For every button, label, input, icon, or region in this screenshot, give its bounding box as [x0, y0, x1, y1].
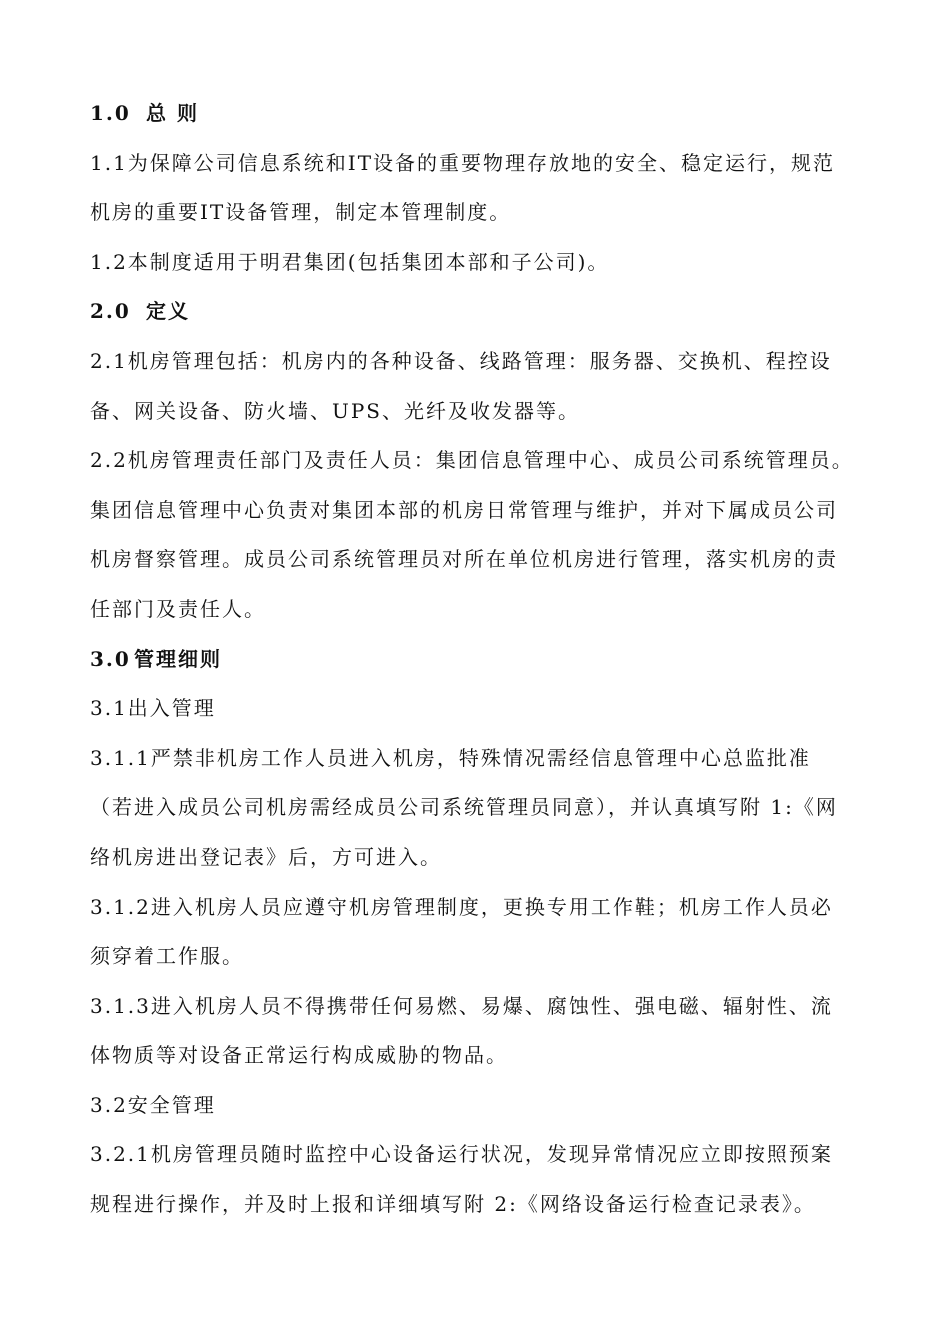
paragraph-line: 3.1.3进入机房人员不得携带任何易燃、易爆、腐蚀性、强电磁、辐射性、流 [90, 993, 833, 1018]
paragraph-line: 3.1.1严禁非机房工作人员进入机房，特殊情况需经信息管理中心总监批准 [90, 745, 811, 770]
subsection-title: 3.2安全管理 [90, 1092, 216, 1117]
paragraph-line: 规程进行操作，并及时上报和详细填写附 2:《网络设备运行检查记录表》。 [90, 1192, 816, 1217]
paragraph-line: 任部门及责任人。 [90, 596, 266, 621]
section-heading-1 [90, 101, 870, 125]
heading-title: 定义 [146, 299, 190, 324]
section-heading-3 [90, 647, 870, 671]
heading-title: 管理细则 [134, 646, 222, 671]
paragraph-line: 备、网关设备、防火墙、UPS、光纤及收发器等。 [90, 398, 581, 423]
paragraph-line: 体物质等对设备正常运行构成威胁的物品。 [90, 1043, 508, 1068]
heading-number: 3.0 [90, 646, 131, 671]
paragraph-line: 1.2本制度适用于明君集团(包括集团本部和子公司)。 [90, 249, 610, 274]
paragraph-line: 须穿着工作服。 [90, 944, 244, 969]
paragraph-line: 机房督察管理。成员公司系统管理员对所在单位机房进行管理，落实机房的责 [90, 547, 838, 572]
document-body [90, 101, 870, 1216]
paragraph-line: 2.2机房管理责任部门及责任人员：集团信息管理中心、成员公司系统管理员。 [90, 448, 854, 473]
paragraph-line: 3.2.1机房管理员随时监控中心设备运行状况，发现异常情况应立即按照预案 [90, 1142, 833, 1167]
heading-title: 总 则 [146, 101, 199, 125]
paragraph-line: 集团信息管理中心负责对集团本部的机房日常管理与维护，并对下属成员公司 [90, 497, 838, 522]
subsection-title: 3.1出入管理 [90, 696, 216, 721]
paragraph-line: 机房的重要IT设备管理，制定本管理制度。 [90, 200, 512, 225]
section-heading-2 [90, 299, 870, 323]
paragraph-line: 2.1机房管理包括：机房内的各种设备、线路管理：服务器、交换机、程控设 [90, 348, 832, 373]
paragraph-line: （若进入成员公司机房需经成员公司系统管理员同意），并认真填写附 1:《网 [90, 795, 838, 820]
paragraph-line: 络机房进出登记表》后，方可进入。 [90, 844, 442, 869]
paragraph-line: 1.1为保障公司信息系统和IT设备的重要物理存放地的安全、稳定运行，规范 [90, 150, 836, 175]
heading-number: 2.0 [90, 299, 131, 324]
heading-number: 1.0 [90, 101, 131, 125]
paragraph-line: 3.1.2进入机房人员应遵守机房管理制度，更换专用工作鞋；机房工作人员必 [90, 894, 833, 919]
